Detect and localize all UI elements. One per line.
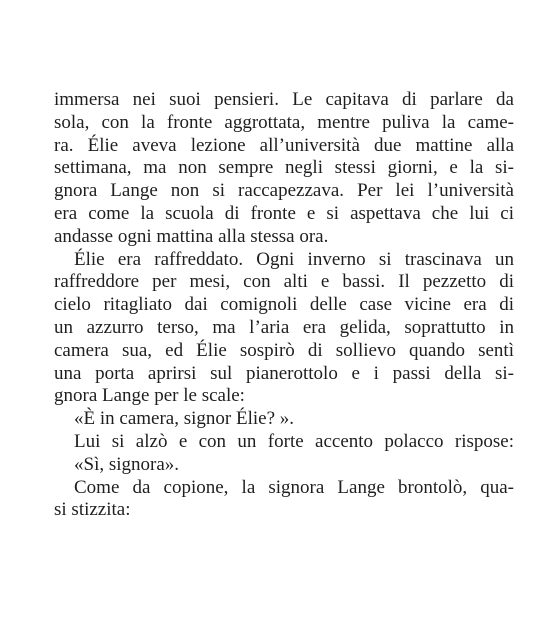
text-line: camera sua, ed Élie sospirò di sollievo quando sentì bbox=[54, 339, 514, 361]
text-line: Lui si alzò e con un forte accento polacco rispose: bbox=[74, 430, 514, 452]
text-line: Come da copione, la signora Lange brontolò, qua- bbox=[74, 476, 514, 498]
text-line: gnora Lange non si raccapezzava. Per lei l’università bbox=[54, 180, 514, 202]
text-line: era come la scuola di fronte e si aspettava che lui ci bbox=[54, 202, 514, 224]
text-line: Élie era raffreddato. Ogni inverno si trascinava un bbox=[74, 248, 514, 270]
text-line: andasse ogni mattina alla stessa ora. bbox=[54, 225, 329, 247]
text-line: raffreddore per mesi, con alti e bassi. Il pezzetto di bbox=[54, 271, 514, 293]
text-line: immersa nei suoi pensieri. Le capitava di parlare da bbox=[54, 89, 514, 110]
text-line: sola, con la fronte aggrottata, mentre puliva la came- bbox=[54, 111, 514, 133]
text-line: settimana, ma non sempre negli stessi giorni, e la si- bbox=[54, 157, 514, 179]
text-line: una porta aprirsi sul pianerottolo e i passi della si- bbox=[54, 362, 514, 384]
text-line: gnora Lange per le scale: bbox=[54, 385, 245, 407]
text-line: cielo ritagliato dai comignoli delle case vicine era di bbox=[54, 294, 514, 316]
text-line: «È in camera, signor Élie? ». bbox=[74, 408, 295, 430]
text-line: «Sì, signora». bbox=[74, 453, 180, 475]
body-text bbox=[54, 89, 514, 522]
text-line: un azzurro terso, ma l’aria era gelida, soprattutto in bbox=[54, 316, 514, 338]
text-line: si stizzita: bbox=[54, 499, 131, 521]
text-line: ra. Élie aveva lezione all’università due mattine alla bbox=[54, 134, 514, 156]
